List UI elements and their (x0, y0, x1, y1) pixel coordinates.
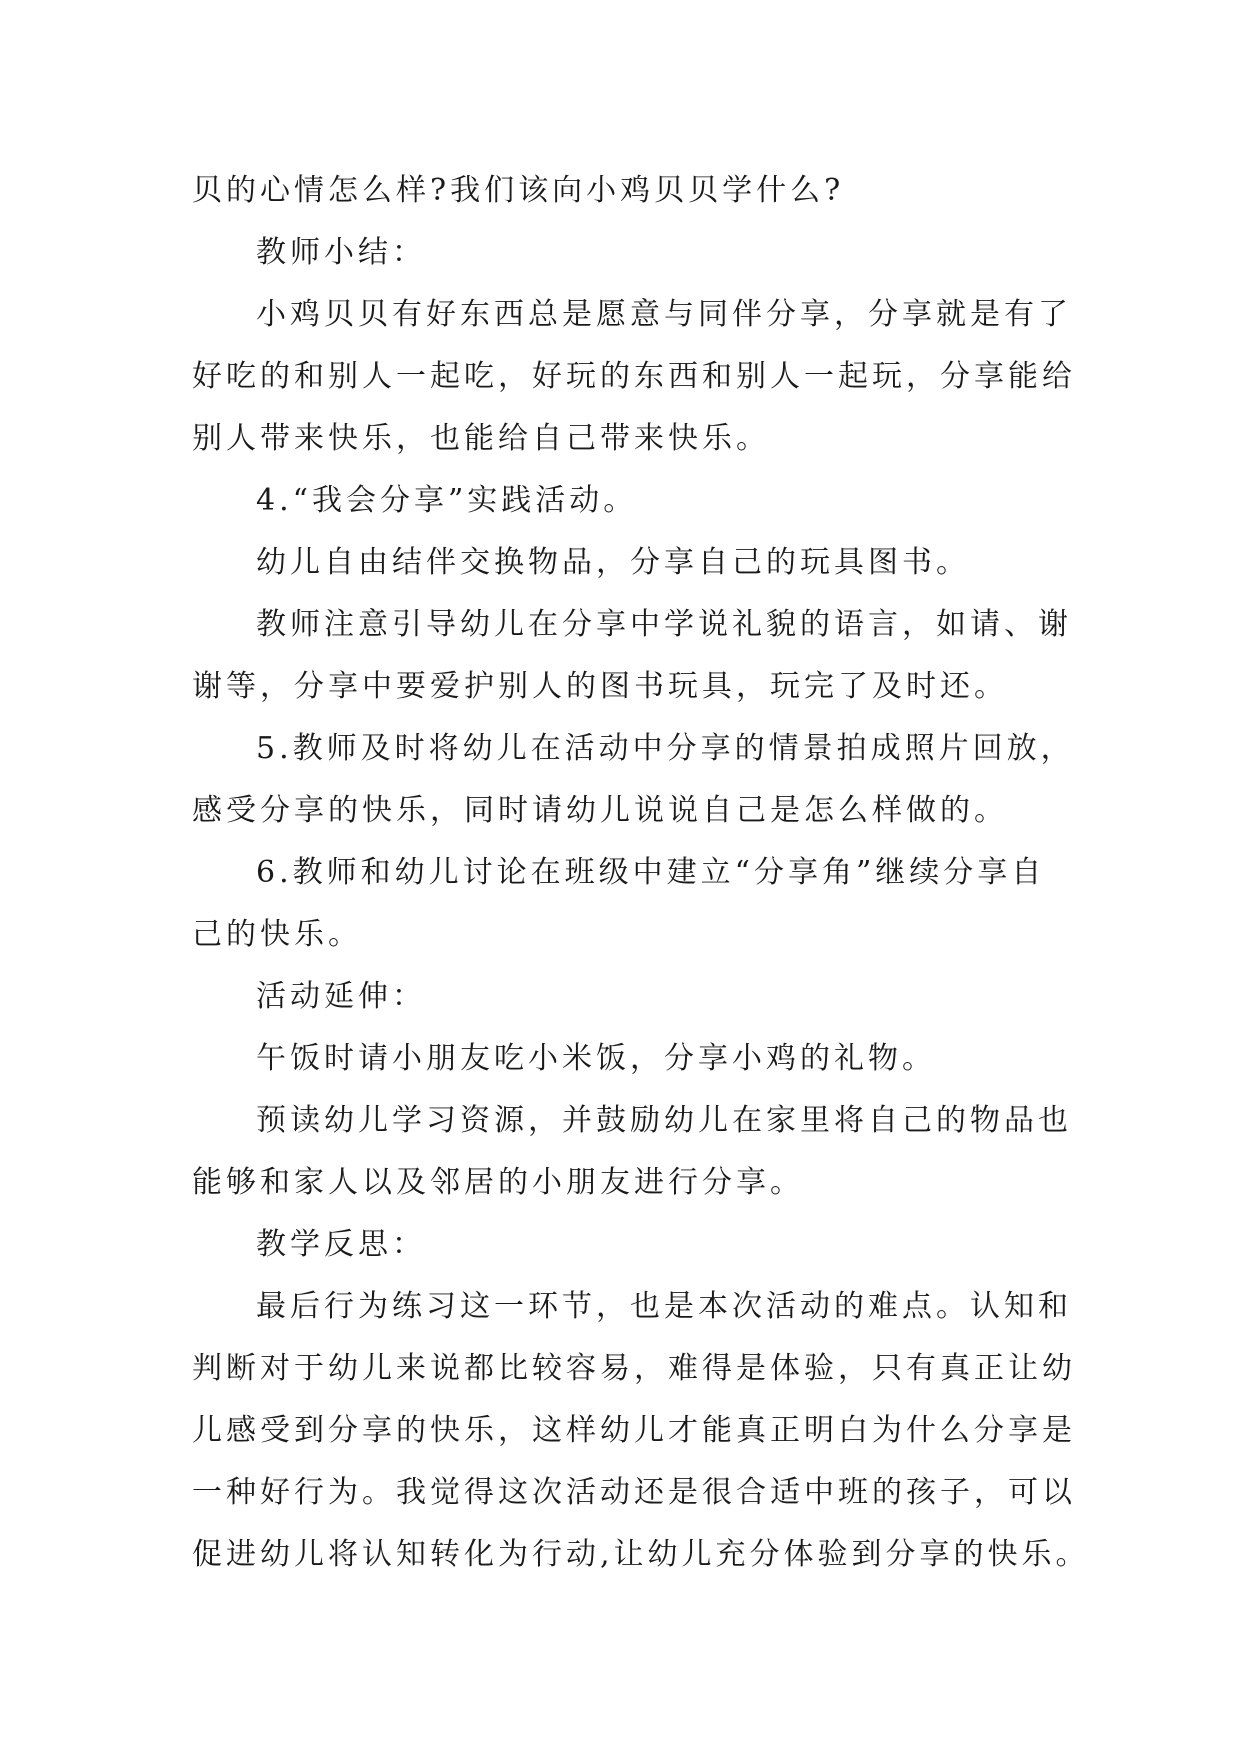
text-line: 别人带来快乐，也能给自己带来快乐。 (192, 421, 770, 456)
text-line: 好吃的和别人一起吃，好玩的东西和别人一起玩，分享能给 (192, 359, 1076, 394)
text-line: 最后行为练习这一环节，也是本次活动的难点。认知和 (256, 1289, 1072, 1324)
text-line: 教师注意引导幼儿在分享中学说礼貌的语言，如请、谢 (256, 607, 1072, 642)
text-line: 一种好行为。我觉得这次活动还是很合适中班的孩子，可以 (192, 1475, 1076, 1510)
text-line: 感受分享的快乐，同时请幼儿说说自己是怎么样做的。 (192, 793, 1008, 828)
text-line: 午饭时请小朋友吃小米饭，分享小鸡的礼物。 (256, 1041, 936, 1076)
text-line: 小鸡贝贝有好东西总是愿意与同伴分享，分享就是有了 (256, 297, 1072, 332)
text-line: 谢等，分享中要爱护别人的图书玩具，玩完了及时还。 (192, 669, 1008, 704)
text-line: 预读幼儿学习资源，并鼓励幼儿在家里将自己的物品也 (256, 1103, 1072, 1138)
text-line: 判断对于幼儿来说都比较容易，难得是体验，只有真正让幼 (192, 1351, 1076, 1386)
text-line: 儿感受到分享的快乐，这样幼儿才能真正明白为什么分享是 (192, 1413, 1076, 1448)
text-line: 教学反思： (256, 1227, 426, 1262)
text-line: 教师小结： (256, 235, 426, 270)
text-line: 活动延伸： (256, 979, 426, 1014)
text-line: 己的快乐。 (192, 917, 362, 952)
document-body (192, 160, 1090, 1586)
text-line: 能够和家人以及邻居的小朋友进行分享。 (192, 1165, 804, 1200)
text-line: 幼儿自由结伴交换物品，分享自己的玩具图书。 (256, 545, 970, 580)
text-line: 5.教师及时将幼儿在活动中分享的情景拍成照片回放， (256, 731, 1075, 766)
text-line: 促进幼儿将认知转化为行动,让幼儿充分体验到分享的快乐。 (192, 1537, 1090, 1572)
text-line: 6.教师和幼儿讨论在班级中建立“分享角”继续分享自 (256, 855, 1046, 890)
text-line: 贝的心情怎么样?我们该向小鸡贝贝学什么? (192, 173, 845, 208)
text-line: 4.“我会分享”实践活动。 (256, 483, 638, 518)
